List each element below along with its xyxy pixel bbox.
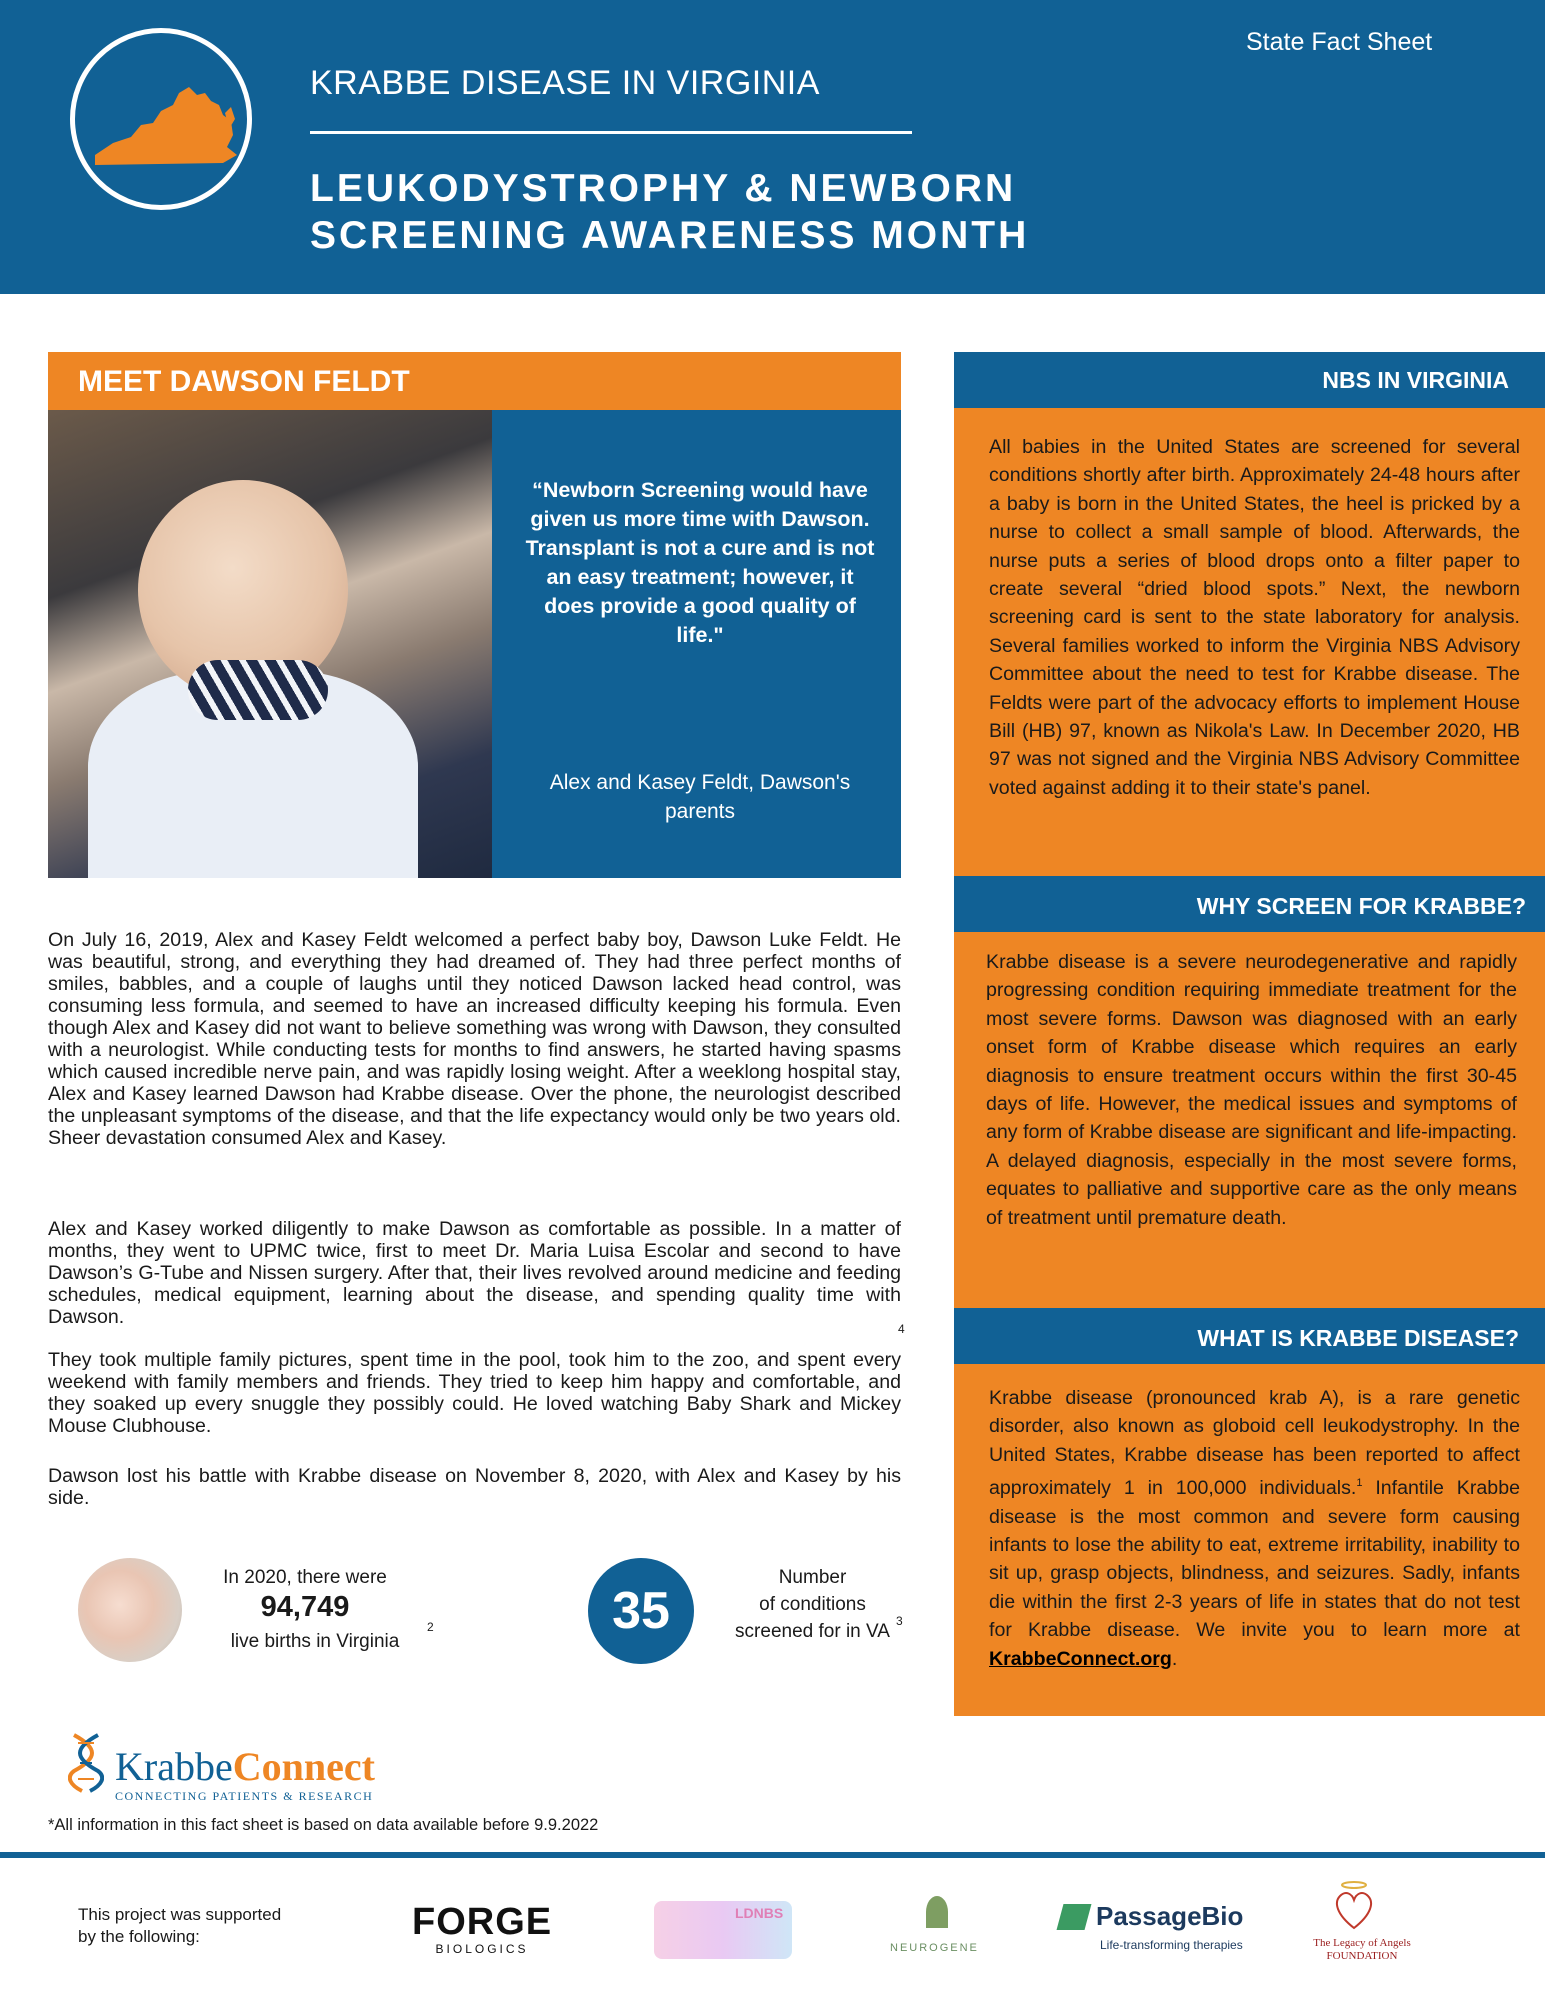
births-value: 94,749	[260, 1591, 350, 1623]
data-disclaimer: *All information in this fact sheet is based on data available before 9.9.2022	[48, 1816, 599, 1834]
what-body-end: .	[1171, 1647, 1178, 1670]
nbs-section-title: NBS IN VIRGINIA	[1322, 367, 1509, 393]
why-section-title: WHY SCREEN FOR KRABBE?	[1196, 893, 1526, 919]
forge-logo-main: FORGE	[412, 1901, 553, 1943]
ldnbs-logo-text: LDNBS	[735, 1905, 784, 1921]
header-title: KRABBE DISEASE IN VIRGINIA	[310, 64, 820, 102]
neurogene-logo: NEUROGENE	[890, 1942, 979, 1954]
conditions-label-line-3: screened for in VA	[735, 1621, 890, 1642]
passage-bio-mark-icon	[1057, 1904, 1092, 1930]
virginia-map-icon	[70, 28, 252, 210]
krabbeconnect-link[interactable]: KrabbeConnect.org	[989, 1647, 1172, 1670]
photo-bowtie-shape	[188, 660, 328, 720]
logo-name-part-2: Connect	[232, 1744, 375, 1789]
conditions-label-line-2: of conditions	[759, 1594, 866, 1615]
forge-biologics-logo	[412, 1902, 552, 1956]
logo-tagline: CONNECTING PATIENTS & RESEARCH	[115, 1789, 374, 1803]
what-section-title: WHAT IS KRABBE DISEASE?	[1197, 1325, 1519, 1351]
neurogene-plant-icon	[926, 1896, 948, 1928]
footnote-marker-4: 4	[898, 1322, 905, 1336]
story-paragraph-4: Dawson lost his battle with Krabbe disease on November 8, 2020, with Alex and Kasey by his side.	[48, 1465, 901, 1509]
newborn-photo	[78, 1558, 182, 1662]
quote-attribution: Alex and Kasey Feldt, Dawson's parents	[549, 771, 851, 823]
story-paragraph-1: On July 16, 2019, Alex and Kasey Feldt welcomed a perfect baby boy, Dawson Luke Feldt. He was beautiful, strong, and everything they had dreamed of. They had three perfect months of smiles, babbles, and a couple of laughs until they noticed Dawson lacked head control, was consuming less formula, and seemed to have an increased difficulty keeping his formula. Even though Alex and Kasey did not want to believe something was wrong with Dawson, they consulted with a neurologist. While conducting tests for months to find answers, he started having spasms which caused incredible nerve pain, and was rapidly losing weight. After a weeklong hospital stay, Alex and Kasey learned Dawson had Krabbe disease. Over the phone, the neurologist described the unpleasant symptoms of the disease, and that the life expectancy would only be two years old. Sheer devastation consumed Alex and Kasey.	[48, 929, 901, 1149]
passage-bio-logo: PassageBio	[1096, 1901, 1244, 1931]
conditions-count-badge: 35	[588, 1558, 694, 1664]
legacy-of-angels-logo	[1292, 1937, 1432, 1963]
births-label-post: live births in Virginia	[230, 1631, 400, 1652]
state-fact-sheet-label: State Fact Sheet	[1246, 28, 1433, 56]
parent-quote: “Newborn Screening would have given us more time with Dawson. Transplant is not a cure and is not an easy treatment; however, it does provide a good quality of life."	[525, 478, 875, 647]
footnote-marker-2: 2	[427, 1620, 434, 1634]
forge-logo-sub: BIOLOGICS	[435, 1942, 529, 1956]
footer-divider	[0, 1852, 1545, 1858]
footnote-marker-3: 3	[896, 1614, 903, 1628]
what-body-part-2: Infantile Krabbe disease is the most common and severe form causing infants to lose the ability to eat, extreme irritability, inability to sit up, grasp objects, blindness, and seizures. Sadly, infants die within the first 2-3 years of life in states that do not test for Krabbe disease. We invite you to learn more at	[989, 1477, 1520, 1642]
what-body-part-1: Krabbe disease (pronounced krab A), is a rare genetic disorder, also known as globoid cell leukodystrophy. In the United States, Krabbe disease has been reported to affect approximately 1 in 100,000 individuals.	[989, 1387, 1520, 1500]
header-subtitle-line-2: SCREENING AWARENESS MONTH	[310, 214, 1030, 257]
sponsor-line-1: This project was supported	[78, 1905, 282, 1924]
logo-name-part-1: Krabbe	[115, 1744, 233, 1789]
story-paragraph-2: Alex and Kasey worked diligently to make Dawson as comfortable as possible. In a matter of months, they went to UPMC twice, first to meet Dr. Maria Luisa Escolar and second to have Dawson’s G-Tube and Nissen surgery. After that, their lives revolved around medicine and feeding schedules, medical equipment, learning about the disease, and spending quality time with Dawson.	[48, 1218, 901, 1328]
nbs-section-body: All babies in the United States are screened for several conditions shortly after birth. Approximately 24-48 hours after a baby is born in the United States, the heel is pricked by a nurse to collect a small sample of blood. Afterwards, the nurse puts a series of blood drops onto a filter paper to create several “dried blood spots.” Next, the newborn screening card is sent to the state laboratory for analysis. Several families worked to inform the Virginia NBS Advisory Committee about the need to test for Krabbe disease. The Feldts were part of the advocacy efforts to implement House Bill (HB) 97, known as Nikola's Law. In December 2020, HB 97 was not signed and the Virginia NBS Advisory Committee voted against adding it to their state's panel.	[989, 436, 1520, 799]
passage-bio-tagline: Life-transforming therapies	[1100, 1938, 1243, 1952]
krabbeconnect-logo	[115, 1743, 375, 1790]
header-divider	[310, 131, 912, 134]
dna-helix-icon	[68, 1733, 104, 1793]
angel-heart-icon	[1332, 1880, 1376, 1932]
sponsor-line-2: by the following:	[78, 1927, 200, 1946]
sponsor-statement	[78, 1904, 281, 1948]
header-subtitle-line-1: LEUKODYSTROPHY & NEWBORN	[310, 167, 1017, 210]
virginia-state-shape	[93, 85, 239, 167]
footnote-marker-1: 1	[1356, 1477, 1363, 1490]
angels-logo-line-1: The Legacy of Angels	[1313, 1937, 1411, 1949]
dawson-photo	[48, 410, 492, 878]
what-section-body	[989, 1384, 1520, 1673]
story-paragraph-3: They took multiple family pictures, spent time in the pool, took him to the zoo, and spent every weekend with family members and friends. They tried to keep him happy and comfortable, and they soaked up every snuggle they possibly could. He loved watching Baby Shark and Mickey Mouse Clubhouse.	[48, 1349, 901, 1437]
angels-logo-line-2: FOUNDATION	[1326, 1950, 1398, 1962]
births-label-pre: In 2020, there were	[223, 1567, 387, 1588]
why-section-body: Krabbe disease is a severe neurodegenerative and rapidly progressing condition requiring immediate treatment for the most severe forms. Dawson was diagnosed with an early onset form of Krabbe disease which requires an early diagnosis to ensure treatment occurs within the first 30-45 days of life. However, the medical issues and symptoms of any form of Krabbe disease are significant and life-impacting. A delayed diagnosis, especially in the most severe forms, equates to palliative and supportive care as the only means of treatment until premature death.	[986, 951, 1517, 1229]
header-subtitle	[310, 165, 1029, 259]
conditions-label-line-1: Number	[778, 1567, 847, 1588]
meet-section-title: MEET DAWSON FELDT	[78, 365, 410, 398]
